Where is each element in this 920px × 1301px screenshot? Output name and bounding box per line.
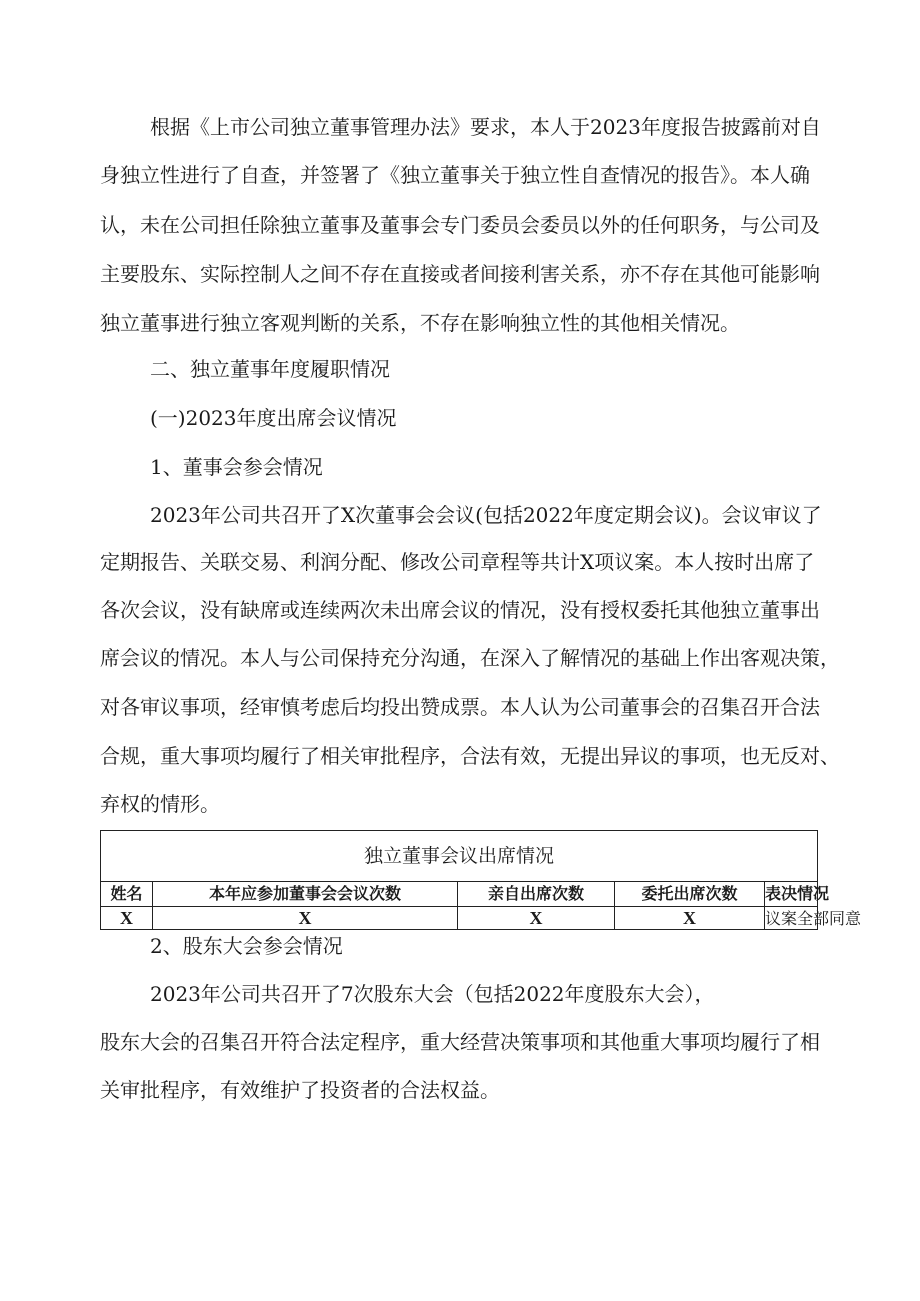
cell-attended-in-person: X: [458, 907, 615, 930]
text-line: 合规，重大事项均履行了相关审批程序，合法有效，无提出异议的事项，也无反对、: [100, 744, 840, 768]
section-heading: 二、独立董事年度履职情况: [150, 357, 390, 381]
text-line: 根据《上市公司独立董事管理办法》要求，本人于2023年度报告披露前对自: [150, 115, 821, 139]
subsection-heading: (一)2023年度出席会议情况: [150, 406, 397, 430]
text-line: 关审批程序，有效维护了投资者的合法权益。: [100, 1078, 500, 1102]
text-line: 席会议的情况。本人与公司保持充分沟通，在深入了解情况的基础上作出客观决策，: [100, 646, 840, 670]
cell-required-meetings: X: [153, 907, 458, 930]
cell-name: X: [101, 907, 153, 930]
text-line: 2023年公司共召开了X次董事会会议(包括2022年度定期会议)。会议审议了: [150, 503, 822, 527]
cell-attended-by-proxy: X: [615, 907, 765, 930]
header-voting: 表决情况: [765, 884, 830, 903]
header-attended-by-proxy: 委托出席次数: [615, 882, 765, 906]
header-required-meetings: 本年应参加董事会会议次数: [153, 882, 458, 906]
text-line: 身独立性进行了自查，并签署了《独立董事关于独立性自查情况的报告》。本人确: [100, 163, 810, 187]
text-line: 独立董事进行独立客观判断的关系，不存在影响独立性的其他相关情况。: [100, 311, 740, 335]
shareholder-meeting-heading: 2、股东大会参会情况: [150, 934, 343, 958]
text-line: 主要股东、实际控制人之间不存在直接或者间接利害关系，亦不存在其他可能影响: [100, 262, 820, 286]
attendance-table: [100, 830, 862, 930]
text-line: 对各审议事项，经审慎考虑后均投出赞成票。本人认为公司董事会的召集召开合法: [100, 695, 820, 719]
board-meeting-heading: 1、董事会参会情况: [150, 455, 323, 479]
table-row: [101, 906, 862, 930]
header-attended-in-person: 亲自出席次数: [458, 882, 615, 906]
text-line: 2023年公司共召开了7次股东大会（包括2022年度股东大会），: [150, 982, 715, 1006]
text-line: 定期报告、关联交易、利润分配、修改公司章程等共计X项议案。本人按时出席了: [100, 550, 815, 574]
text-line: 股东大会的召集召开符合法定程序，重大经营决策事项和其他重大事项均履行了相: [100, 1030, 820, 1054]
header-name: 姓名: [101, 882, 153, 906]
text-line: 认，未在公司担任除独立董事及董事会专门委员会委员以外的任何职务，与公司及: [100, 213, 820, 237]
cell-voting: 议案全部同意: [765, 909, 862, 928]
text-line: 各次会议，没有缺席或连续两次未出席会议的情况，没有授权委托其他独立董事出: [100, 598, 820, 622]
table-header-row: [101, 881, 830, 906]
text-line: 弃权的情形。: [100, 792, 220, 816]
table-title: 独立董事会议出席情况: [363, 845, 554, 867]
